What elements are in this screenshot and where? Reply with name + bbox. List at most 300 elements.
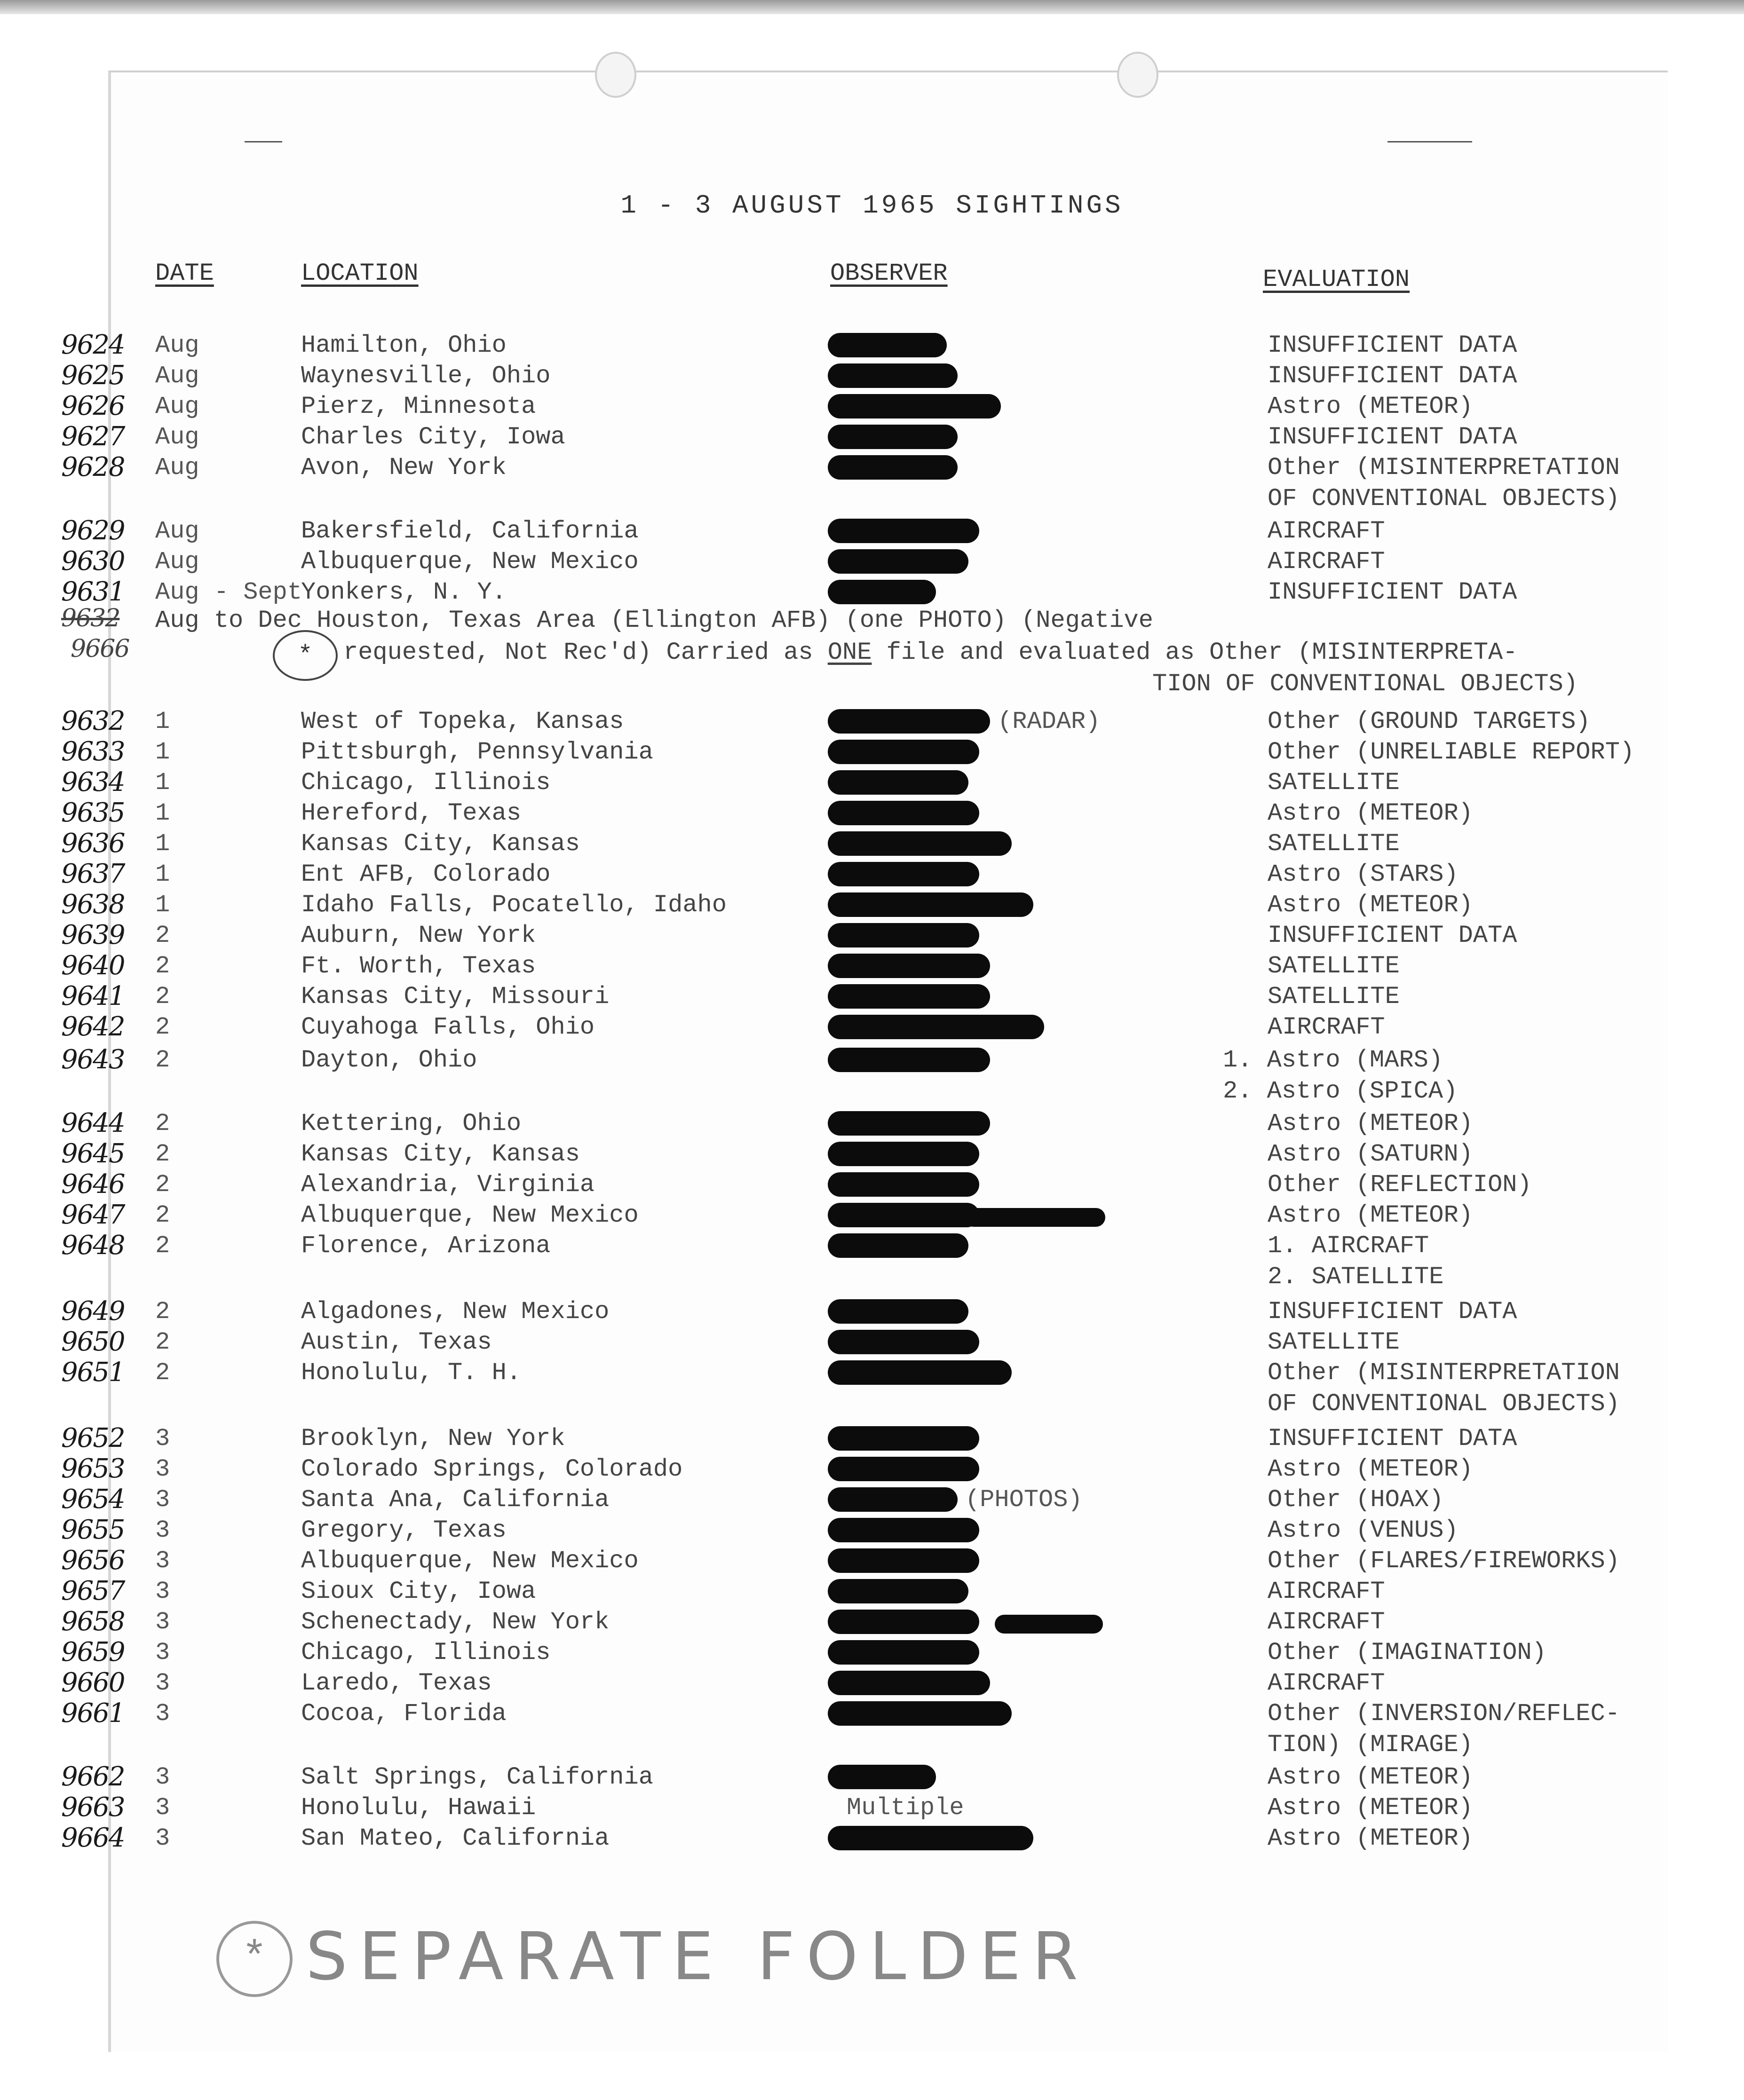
special-entry-text: requested, Not Rec'd) Carried as (343, 639, 828, 666)
table-row (0, 1201, 1744, 1232)
table-row (0, 1013, 1744, 1044)
row-observer (828, 830, 1019, 858)
row-observer (828, 1824, 1041, 1852)
special-entry-line3: TION OF CONVENTIONAL OBJECTS) (1152, 670, 1578, 698)
table-row (0, 1455, 1744, 1486)
row-location: West of Topeka, Kansas (301, 708, 624, 735)
redaction-bar (828, 1299, 968, 1324)
row-observer (828, 423, 965, 451)
redaction-bar (828, 1826, 1033, 1850)
header-observer: OBSERVER (830, 260, 948, 287)
row-observer (828, 1013, 1052, 1041)
redaction-bar (828, 709, 990, 734)
redaction-bar (828, 1111, 990, 1136)
row-location: Chicago, Illinois (301, 769, 551, 797)
case-number: 9627 (61, 421, 125, 452)
case-number: 9630 (61, 546, 125, 576)
row-evaluation: Astro (METEOR) (1268, 1455, 1473, 1483)
redaction-bar (828, 1015, 1044, 1039)
row-observer (828, 1578, 976, 1605)
case-number: 9634 (61, 767, 125, 797)
case-number: 9643 (61, 1044, 125, 1075)
row-date: 2 (155, 1232, 170, 1260)
row-observer (828, 517, 987, 545)
row-location: Alexandria, Virginia (301, 1171, 595, 1199)
case-number: 9656 (61, 1545, 125, 1576)
row-location: Colorado Springs, Colorado (301, 1455, 683, 1483)
row-observer (828, 922, 987, 949)
row-observer (828, 1486, 1083, 1514)
row-evaluation: Other (INVERSION/REFLEC- (1268, 1700, 1620, 1728)
row-location: Schenectady, New York (301, 1608, 610, 1636)
observer-note: (RADAR) (998, 708, 1101, 735)
row-observer (828, 454, 965, 482)
row-evaluation: Other (GROUND TARGETS) (1268, 708, 1591, 735)
row-observer (828, 548, 976, 576)
redaction-bar (995, 1615, 1103, 1634)
redaction-bar (828, 1487, 958, 1512)
row-location: Yonkers, N. Y. (301, 578, 507, 606)
case-number: 9648 (61, 1230, 125, 1261)
row-date: Aug (155, 423, 199, 451)
margin-mark (245, 141, 282, 142)
redaction-bar (828, 1640, 979, 1665)
redaction-bar (828, 1579, 968, 1603)
row-location: Idaho Falls, Pocatello, Idaho (301, 891, 727, 919)
row-date: 1 (155, 830, 170, 858)
header-location: LOCATION (301, 260, 419, 287)
row-observer (828, 1700, 1019, 1728)
redaction-bar (828, 363, 958, 388)
row-observer (828, 1171, 987, 1199)
case-number: 9652 (61, 1423, 125, 1453)
case-number: 9633 (61, 736, 125, 767)
row-location: Kansas City, Kansas (301, 1140, 580, 1168)
redaction-bar (828, 333, 947, 357)
redaction-bar (828, 740, 979, 764)
row-evaluation: INSUFFICIENT DATA (1268, 578, 1517, 606)
header-date: DATE (155, 260, 214, 287)
case-number: 9658 (61, 1606, 125, 1637)
case-number: 9661 (61, 1698, 125, 1729)
case-number: 9649 (61, 1296, 125, 1326)
row-evaluation: Other (HOAX) (1268, 1486, 1444, 1514)
case-number: 9654 (61, 1484, 125, 1515)
table-row (0, 708, 1744, 739)
row-date: 1 (155, 891, 170, 919)
punch-hole-left (595, 52, 636, 98)
margin-mark (1387, 141, 1472, 142)
row-date: 3 (155, 1824, 170, 1852)
case-number: 9642 (61, 1011, 125, 1042)
header-evaluation: EVALUATION (1263, 266, 1410, 293)
row-date: 2 (155, 1046, 170, 1074)
row-date: 3 (155, 1425, 170, 1453)
row-location: Honolulu, T. H. (301, 1359, 522, 1387)
row-evaluation: Astro (METEOR) (1268, 1794, 1473, 1822)
row-observer (828, 1763, 943, 1791)
row-observer (828, 1608, 987, 1636)
row-evaluation: AIRCRAFT (1268, 1578, 1385, 1605)
row-evaluation: 1. Astro (MARS) (1223, 1046, 1443, 1074)
row-location: Waynesville, Ohio (301, 362, 551, 390)
row-location: Pittsburgh, Pennsylvania (301, 738, 653, 766)
row-location: Dayton, Ohio (301, 1046, 477, 1074)
table-row (0, 983, 1744, 1014)
row-observer (828, 769, 976, 797)
row-evaluation: Astro (STARS) (1268, 861, 1459, 888)
case-number: 9663 (61, 1792, 125, 1823)
row-observer (828, 1455, 987, 1483)
row-evaluation: AIRCRAFT (1268, 517, 1385, 545)
redaction-bar (828, 831, 1012, 856)
row-observer (828, 1639, 987, 1666)
table-row (0, 423, 1744, 454)
row-observer (828, 1328, 987, 1356)
table-row (0, 1357, 1744, 1418)
row-evaluation: OF CONVENTIONAL OBJECTS) (1268, 485, 1620, 513)
row-evaluation: Astro (METEOR) (1268, 1110, 1473, 1137)
row-observer (828, 1201, 987, 1229)
row-evaluation: INSUFFICIENT DATA (1268, 332, 1517, 359)
case-number: 9647 (61, 1200, 125, 1230)
row-evaluation: TION) (MIRAGE) (1268, 1731, 1473, 1759)
case-number: 9653 (61, 1453, 125, 1484)
row-evaluation: Astro (VENUS) (1268, 1516, 1459, 1544)
row-observer (828, 983, 998, 1011)
table-row (0, 1140, 1744, 1171)
redaction-bar (828, 1671, 990, 1695)
punch-hole-right (1117, 52, 1158, 98)
row-evaluation: SATELLITE (1268, 830, 1400, 858)
table-row (0, 1763, 1744, 1794)
case-number: 9632 (61, 706, 125, 736)
row-evaluation: Other (MISINTERPRETATION (1268, 1359, 1620, 1387)
row-evaluation: INSUFFICIENT DATA (1268, 423, 1517, 451)
row-location: Hereford, Texas (301, 799, 522, 827)
row-evaluation: 2. SATELLITE (1268, 1263, 1444, 1291)
row-location: Kansas City, Kansas (301, 830, 580, 858)
redaction-bar (828, 455, 958, 480)
table-row (0, 1328, 1744, 1359)
row-location: Sioux City, Iowa (301, 1578, 536, 1605)
row-evaluation: Other (MISINTERPRETATION (1268, 454, 1620, 482)
row-location: Santa Ana, California (301, 1486, 610, 1514)
row-evaluation: SATELLITE (1268, 952, 1400, 980)
row-date: 2 (155, 1328, 170, 1356)
row-evaluation: INSUFFICIENT DATA (1268, 1298, 1517, 1326)
case-number: 9659 (61, 1637, 125, 1667)
redaction-bar (964, 1208, 1105, 1227)
table-row (0, 738, 1744, 769)
one-emphasis: ONE (827, 639, 872, 666)
case-number: 9628 (61, 452, 125, 482)
redaction-bar (828, 984, 990, 1009)
row-location: Algadones, New Mexico (301, 1298, 610, 1326)
redaction-bar (828, 923, 979, 947)
row-observer (828, 891, 1041, 919)
row-location: Kettering, Ohio (301, 1110, 522, 1137)
case-number: 9664 (61, 1823, 125, 1853)
row-date: 1 (155, 861, 170, 888)
case-number: 9662 (61, 1761, 125, 1792)
table-row (0, 1824, 1744, 1855)
row-observer (828, 1046, 998, 1074)
row-location: Gregory, Texas (301, 1516, 507, 1544)
row-evaluation: SATELLITE (1268, 769, 1400, 797)
case-number: 9631 (61, 576, 125, 607)
row-date: Aug (155, 454, 199, 482)
row-date: 2 (155, 1201, 170, 1229)
case-number: 9638 (61, 889, 125, 920)
row-observer (828, 1110, 998, 1137)
row-date: 3 (155, 1608, 170, 1636)
table-row (0, 1698, 1744, 1759)
row-date: Aug (155, 548, 199, 576)
row-date: Aug (155, 517, 199, 545)
redaction-bar (828, 1457, 979, 1481)
scan-edge (0, 0, 1744, 14)
table-row (0, 1044, 1744, 1105)
table-row (0, 1110, 1744, 1141)
row-evaluation: INSUFFICIENT DATA (1268, 922, 1517, 949)
table-row (0, 1486, 1744, 1517)
row-evaluation: INSUFFICIENT DATA (1268, 362, 1517, 390)
row-location: Cocoa, Florida (301, 1700, 507, 1728)
circled-star-mark: * (273, 630, 338, 681)
row-date: 3 (155, 1639, 170, 1666)
row-date: 3 (155, 1578, 170, 1605)
row-location: Pierz, Minnesota (301, 393, 536, 420)
table-row (0, 952, 1744, 983)
table-row (0, 1578, 1744, 1609)
row-evaluation: OF CONVENTIONAL OBJECTS) (1268, 1390, 1620, 1418)
table-row (0, 891, 1744, 922)
redaction-bar (828, 1610, 979, 1634)
table-row (0, 1425, 1744, 1456)
case-number-struck: 9632 (61, 604, 120, 632)
table-row (0, 769, 1744, 800)
redaction-bar (828, 1426, 979, 1451)
redaction-bar (828, 1701, 1012, 1726)
row-observer (828, 1516, 987, 1544)
row-evaluation: INSUFFICIENT DATA (1268, 1425, 1517, 1453)
row-date: 2 (155, 1298, 170, 1326)
table-row (0, 1516, 1744, 1547)
row-location: Albuquerque, New Mexico (301, 1201, 639, 1229)
row-location: Honolulu, Hawaii (301, 1794, 536, 1822)
observer-note: Multiple (847, 1794, 964, 1822)
redaction-bar (828, 1765, 936, 1789)
case-number: 9635 (61, 797, 125, 828)
row-location: Avon, New York (301, 454, 507, 482)
redaction-bar (828, 1518, 979, 1542)
table-row (0, 1298, 1744, 1329)
table-row (0, 1230, 1744, 1291)
row-date: 3 (155, 1794, 170, 1822)
row-location: Austin, Texas (301, 1328, 492, 1356)
redaction-bar (828, 1172, 979, 1197)
row-observer (828, 362, 965, 390)
row-location: Ft. Worth, Texas (301, 952, 536, 980)
table-row (0, 1171, 1744, 1202)
row-date: 2 (155, 1013, 170, 1041)
row-observer (828, 578, 943, 606)
row-date: 1 (155, 738, 170, 766)
table-row (0, 332, 1744, 363)
row-evaluation: 1. AIRCRAFT (1268, 1232, 1429, 1260)
case-number: 9651 (61, 1357, 125, 1388)
page-title: 1 - 3 AUGUST 1965 SIGHTINGS (620, 190, 1124, 221)
case-number: 9646 (61, 1169, 125, 1200)
row-observer (828, 1547, 987, 1575)
special-entry-line1: Aug to Dec Houston, Texas Area (Ellington AFB) (one PHOTO) (Negative (155, 607, 1153, 634)
row-observer (828, 1669, 998, 1697)
row-date: 2 (155, 1359, 170, 1387)
row-evaluation: Astro (METEOR) (1268, 1201, 1473, 1229)
table-row (0, 548, 1744, 579)
row-evaluation: SATELLITE (1268, 983, 1400, 1011)
row-location: San Mateo, California (301, 1824, 610, 1852)
table-row (0, 452, 1744, 513)
redaction-bar (828, 892, 1033, 917)
row-evaluation: Other (UNRELIABLE REPORT) (1268, 738, 1635, 766)
redaction-bar (828, 1330, 979, 1354)
case-number: 9625 (61, 360, 125, 391)
row-location: Florence, Arizona (301, 1232, 551, 1260)
case-number: 9650 (61, 1326, 125, 1357)
redaction-bar (828, 1548, 979, 1573)
case-number: 9636 (61, 828, 125, 859)
separate-folder-note: SEPARATE FOLDER (306, 1918, 1089, 1995)
row-evaluation: Astro (METEOR) (1268, 1763, 1473, 1791)
table-row (0, 393, 1744, 424)
case-number: 9660 (61, 1667, 125, 1698)
row-date: 3 (155, 1547, 170, 1575)
case-number: 9655 (61, 1515, 125, 1545)
redaction-bar (828, 801, 979, 825)
row-location: Hamilton, Ohio (301, 332, 507, 359)
row-evaluation: Other (IMAGINATION) (1268, 1639, 1546, 1666)
row-date: 3 (155, 1486, 170, 1514)
row-observer (828, 332, 954, 359)
case-number: 9626 (61, 391, 125, 421)
circled-star-footnote: * (216, 1921, 293, 1997)
row-observer (828, 1140, 987, 1168)
table-row (0, 1547, 1744, 1578)
table-row (0, 1639, 1744, 1670)
row-date: 3 (155, 1516, 170, 1544)
row-date: 1 (155, 769, 170, 797)
row-evaluation: AIRCRAFT (1268, 1608, 1385, 1636)
row-observer (828, 1232, 976, 1260)
row-evaluation: 2. Astro (SPICA) (1223, 1077, 1458, 1105)
case-number: 9641 (61, 981, 125, 1011)
case-number: 9645 (61, 1138, 125, 1169)
case-number: 9629 (61, 515, 125, 546)
row-location: Salt Springs, California (301, 1763, 653, 1791)
case-number: 9666 (71, 635, 129, 663)
case-number: 9639 (61, 920, 125, 950)
table-row (0, 362, 1744, 393)
row-evaluation: Astro (METEOR) (1268, 891, 1473, 919)
row-location: Albuquerque, New Mexico (301, 548, 639, 576)
row-evaluation: Other (REFLECTION) (1268, 1171, 1532, 1199)
row-date: 3 (155, 1700, 170, 1728)
table-row (0, 830, 1744, 861)
redaction-bar (828, 770, 968, 795)
row-observer (828, 1425, 987, 1453)
row-evaluation: AIRCRAFT (1268, 1669, 1385, 1697)
table-row (0, 861, 1744, 892)
redaction-bar (828, 1142, 979, 1166)
row-evaluation: Astro (METEOR) (1268, 799, 1473, 827)
redaction-bar (828, 549, 968, 574)
redaction-bar (828, 1360, 1012, 1385)
row-observer (828, 861, 987, 888)
row-date: 2 (155, 983, 170, 1011)
row-date: 1 (155, 799, 170, 827)
case-number: 9624 (61, 330, 125, 360)
row-location: Brooklyn, New York (301, 1425, 565, 1453)
table-row (0, 1669, 1744, 1700)
row-evaluation: Astro (METEOR) (1268, 1824, 1473, 1852)
table-row (0, 1794, 1744, 1825)
row-evaluation: Astro (METEOR) (1268, 393, 1473, 420)
row-location: Auburn, New York (301, 922, 536, 949)
row-observer (828, 1298, 976, 1326)
redaction-bar (828, 1203, 979, 1227)
row-observer (828, 799, 987, 827)
case-number: 9637 (61, 859, 125, 889)
redaction-bar (828, 519, 979, 543)
row-location: Laredo, Texas (301, 1669, 492, 1697)
row-observer (828, 1794, 964, 1822)
row-observer (828, 952, 998, 980)
redaction-bar (828, 954, 990, 978)
row-location: Chicago, Illinois (301, 1639, 551, 1666)
row-date: 3 (155, 1669, 170, 1697)
redaction-bar (828, 1048, 990, 1072)
table-row (0, 799, 1744, 830)
row-location: Charles City, Iowa (301, 423, 565, 451)
row-observer (828, 393, 1008, 420)
row-evaluation: Astro (SATURN) (1268, 1140, 1473, 1168)
row-date: Aug - Sept (155, 578, 302, 606)
row-date: 3 (155, 1763, 170, 1791)
row-evaluation: SATELLITE (1268, 1328, 1400, 1356)
special-entry-line2 (343, 639, 1517, 666)
row-date: 2 (155, 1140, 170, 1168)
row-location: Ent AFB, Colorado (301, 861, 551, 888)
row-date: 1 (155, 708, 170, 735)
redaction-bar (828, 862, 979, 886)
row-evaluation: AIRCRAFT (1268, 548, 1385, 576)
row-location: Albuquerque, New Mexico (301, 1547, 639, 1575)
row-evaluation: Other (FLARES/FIREWORKS) (1268, 1547, 1620, 1575)
redaction-bar (828, 1233, 968, 1258)
row-observer (828, 708, 1100, 735)
table-row (0, 578, 1744, 609)
observer-note: (PHOTOS) (965, 1486, 1083, 1514)
row-date: 2 (155, 1171, 170, 1199)
special-entry-text: file and evaluated as Other (MISINTERPRETA- (872, 639, 1518, 666)
row-date: Aug (155, 393, 199, 420)
row-evaluation: AIRCRAFT (1268, 1013, 1385, 1041)
row-date: 2 (155, 1110, 170, 1137)
table-row (0, 922, 1744, 953)
case-number: 9644 (61, 1108, 125, 1138)
